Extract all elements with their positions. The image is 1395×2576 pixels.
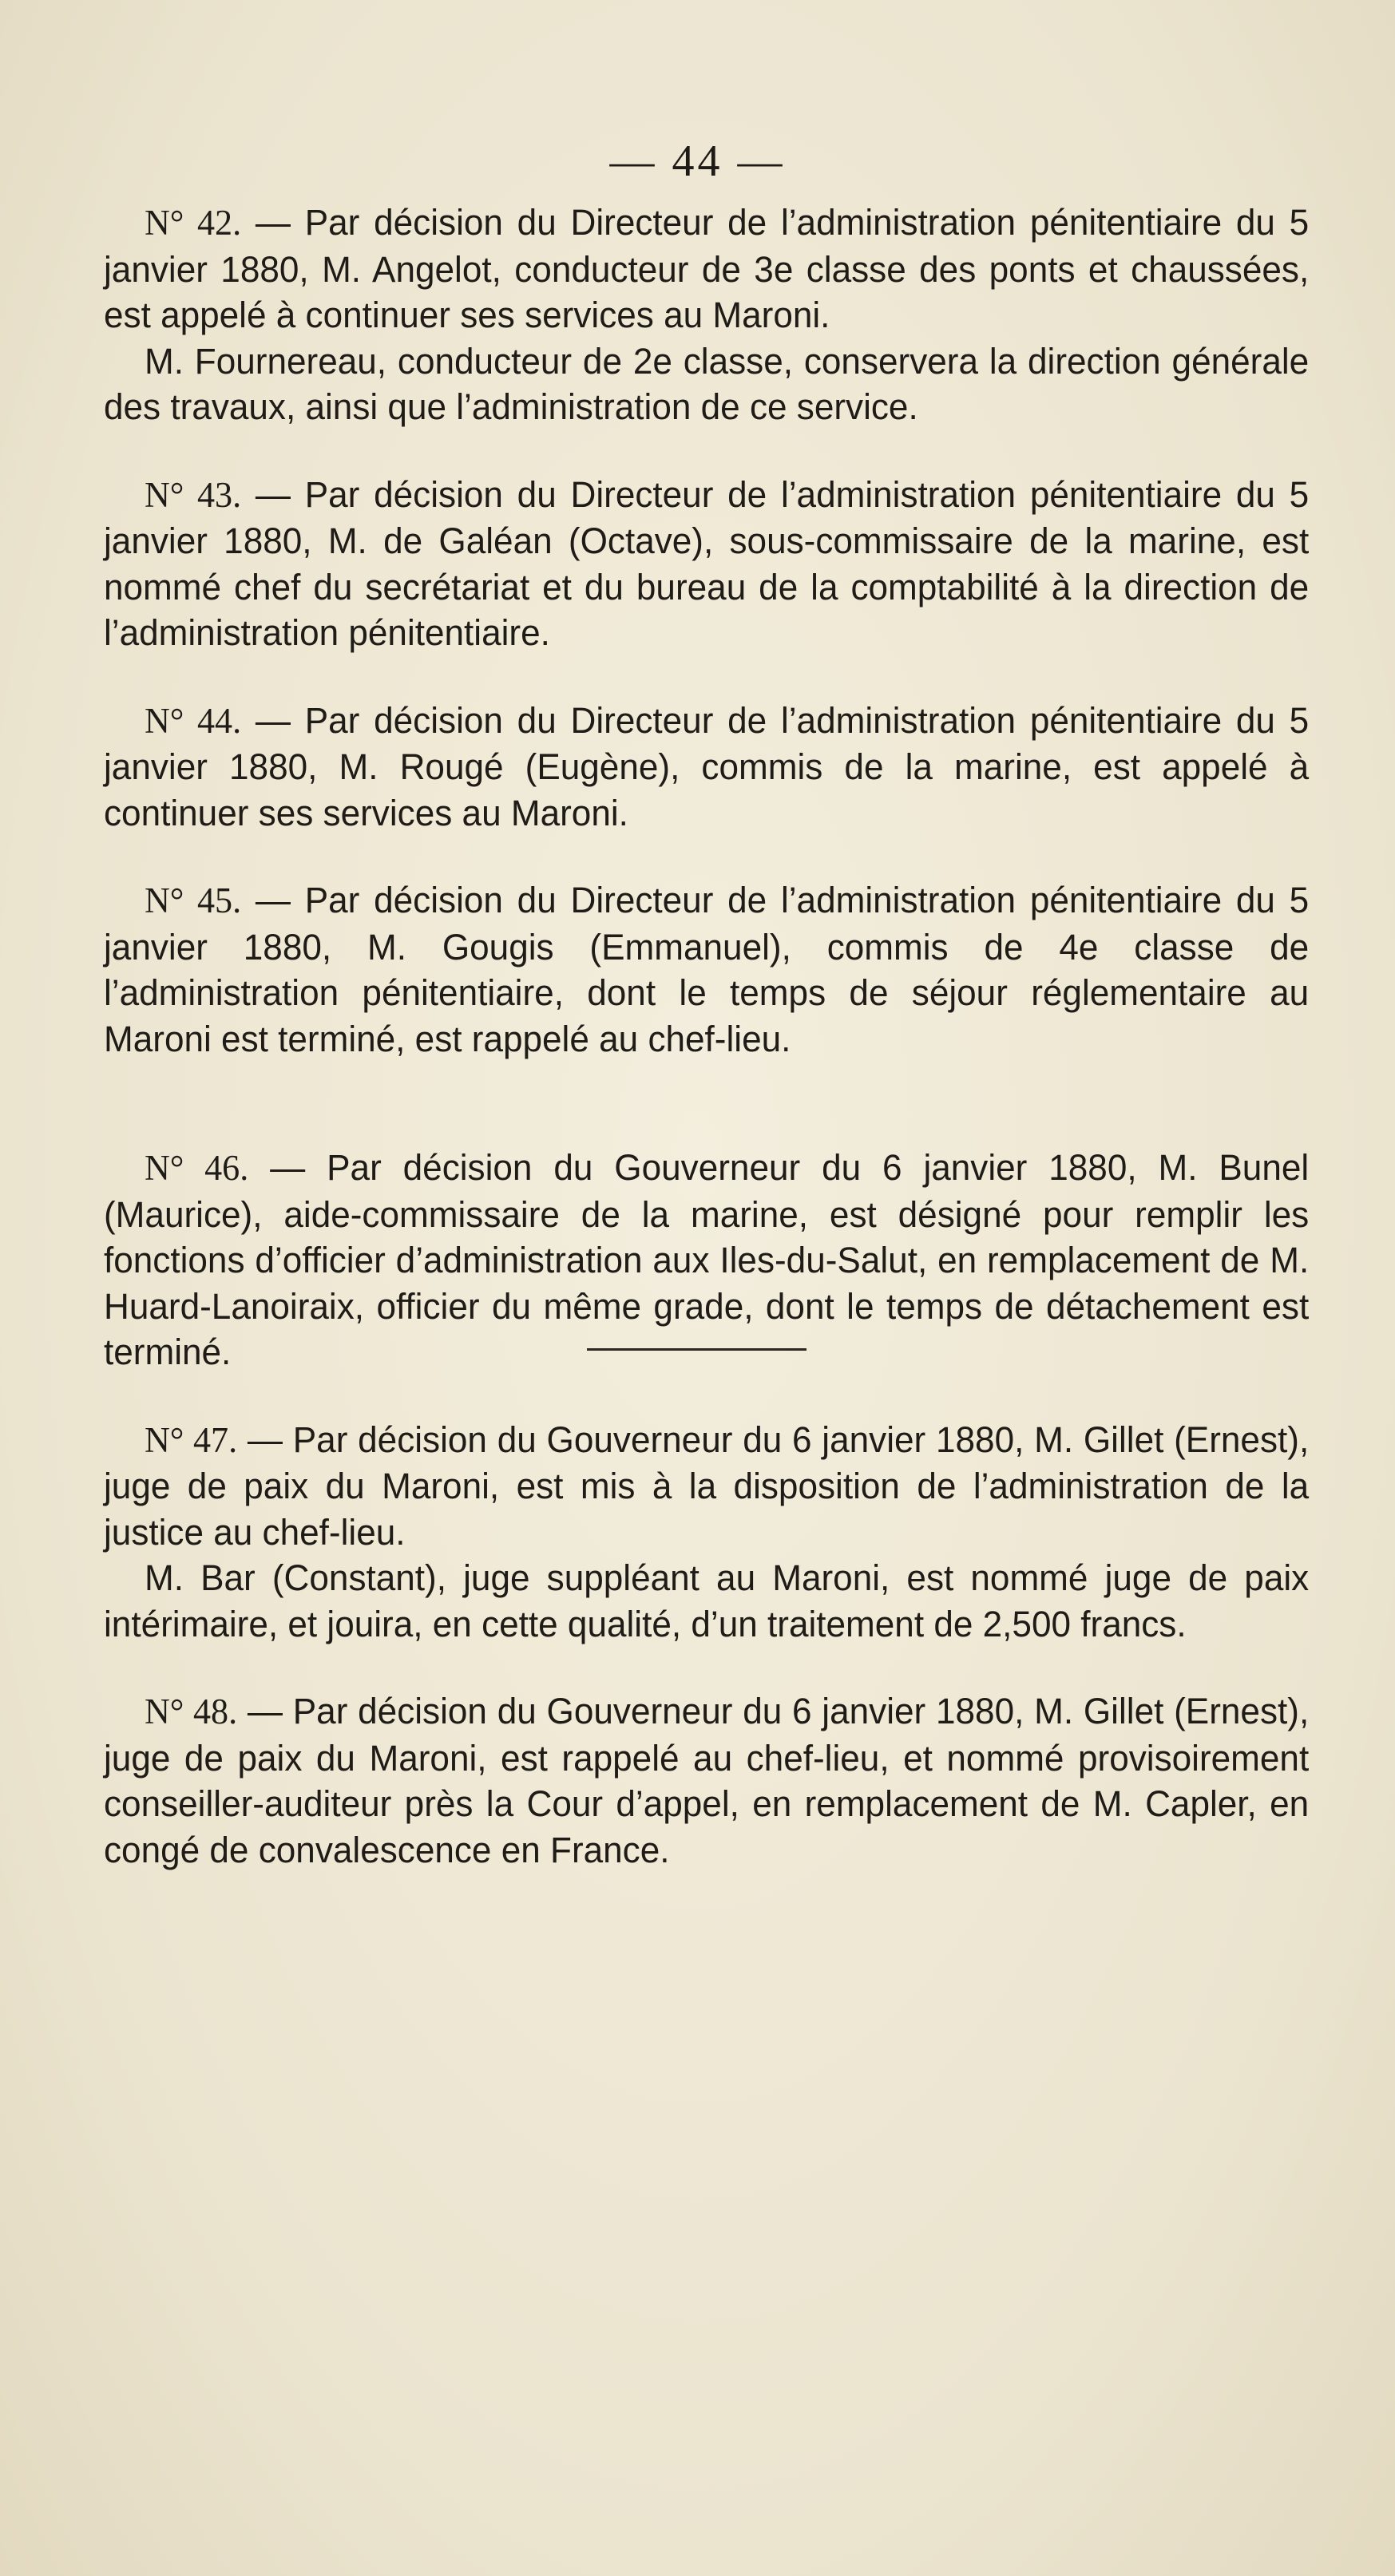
decisions-list	[104, 200, 1309, 1873]
entry-number: N° 48.	[144, 1692, 238, 1731]
entry-number: N° 44.	[144, 700, 242, 741]
entry-44	[104, 698, 1309, 837]
entry-43	[104, 472, 1309, 656]
page-number: — 44 —	[609, 137, 786, 186]
entry-46	[104, 1145, 1309, 1375]
entry-text: — Par décision du Gouverneur du 6 janvier 1880, M. Bunel (Maurice), aide-commissaire de la marine, est désigné pour remplir les fonctions d’officier d’administration aux Iles-du-Salut, en remplacement de M. Huard-Lanoiraix, officier du même grade, dont le temps de détachement est terminé.	[104, 1147, 1310, 1372]
entry-text: — Par décision du Gouverneur du 6 janvier 1880, M. Gillet (Ernest), juge de paix du Maroni, est mis à la disposition de l’administration de la justice au chef-lieu.	[104, 1419, 1310, 1553]
entry-42-continuation	[104, 338, 1309, 430]
entry-number: N° 45.	[144, 880, 242, 920]
entry-number: N° 46.	[144, 1148, 249, 1188]
entry-number: N° 47.	[144, 1419, 238, 1460]
entry-number: N° 43.	[144, 474, 242, 515]
entry-text: — Par décision du Directeur de l’administration pénitentiaire du 5 janvier 1880, M. Angelot, conducteur de 3e classe des ponts et chaussées, est appelé à continuer ses services au Maroni.	[104, 202, 1310, 335]
entry-text: M. Fournereau, conducteur de 2e classe, conservera la direction générale des travaux, ainsi que l’administration de ce service.	[104, 340, 1310, 427]
section-divider	[587, 1348, 806, 1351]
entry-47-continuation	[104, 1555, 1309, 1647]
entry-number: N° 42.	[144, 203, 242, 243]
entry-text: M. Bar (Constant), juge suppléant au Maroni, est nommé juge de paix intérimaire, et jouira, en cette qualité, d’un traitement de 2,500 francs.	[104, 1557, 1310, 1644]
entry-47	[104, 1417, 1309, 1556]
entry-48	[104, 1688, 1309, 1873]
entry-text: — Par décision du Directeur de l’administration pénitentiaire du 5 janvier 1880, M. Gougis (Emmanuel), commis de 4e classe de l’administration pénitentiaire, dont le temps de séjour réglementaire au Maroni est terminé, est rappelé au chef-lieu.	[104, 880, 1310, 1059]
entry-42	[104, 200, 1309, 338]
entry-text: — Par décision du Directeur de l’administration pénitentiaire du 5 janvier 1880, M. de Galéan (Octave), sous-commissaire de la marine, est nommé chef du secrétariat et du bureau de la comptabilité à la direction de l’administration pénitentiaire.	[104, 473, 1310, 653]
entry-text: — Par décision du Directeur de l’administration pénitentiaire du 5 janvier 1880, M. Rougé (Eugène), commis de la marine, est appelé à continuer ses services au Maroni.	[104, 699, 1310, 833]
entry-45	[104, 877, 1309, 1062]
entry-text: — Par décision du Gouverneur du 6 janvier 1880, M. Gillet (Ernest), juge de paix du Maroni, est rappelé au chef-lieu, et nommé provisoirement conseiller-auditeur près la Cour d’appel, en remplacement de M. Capler, en congé de convalescence en France.	[104, 1691, 1310, 1870]
